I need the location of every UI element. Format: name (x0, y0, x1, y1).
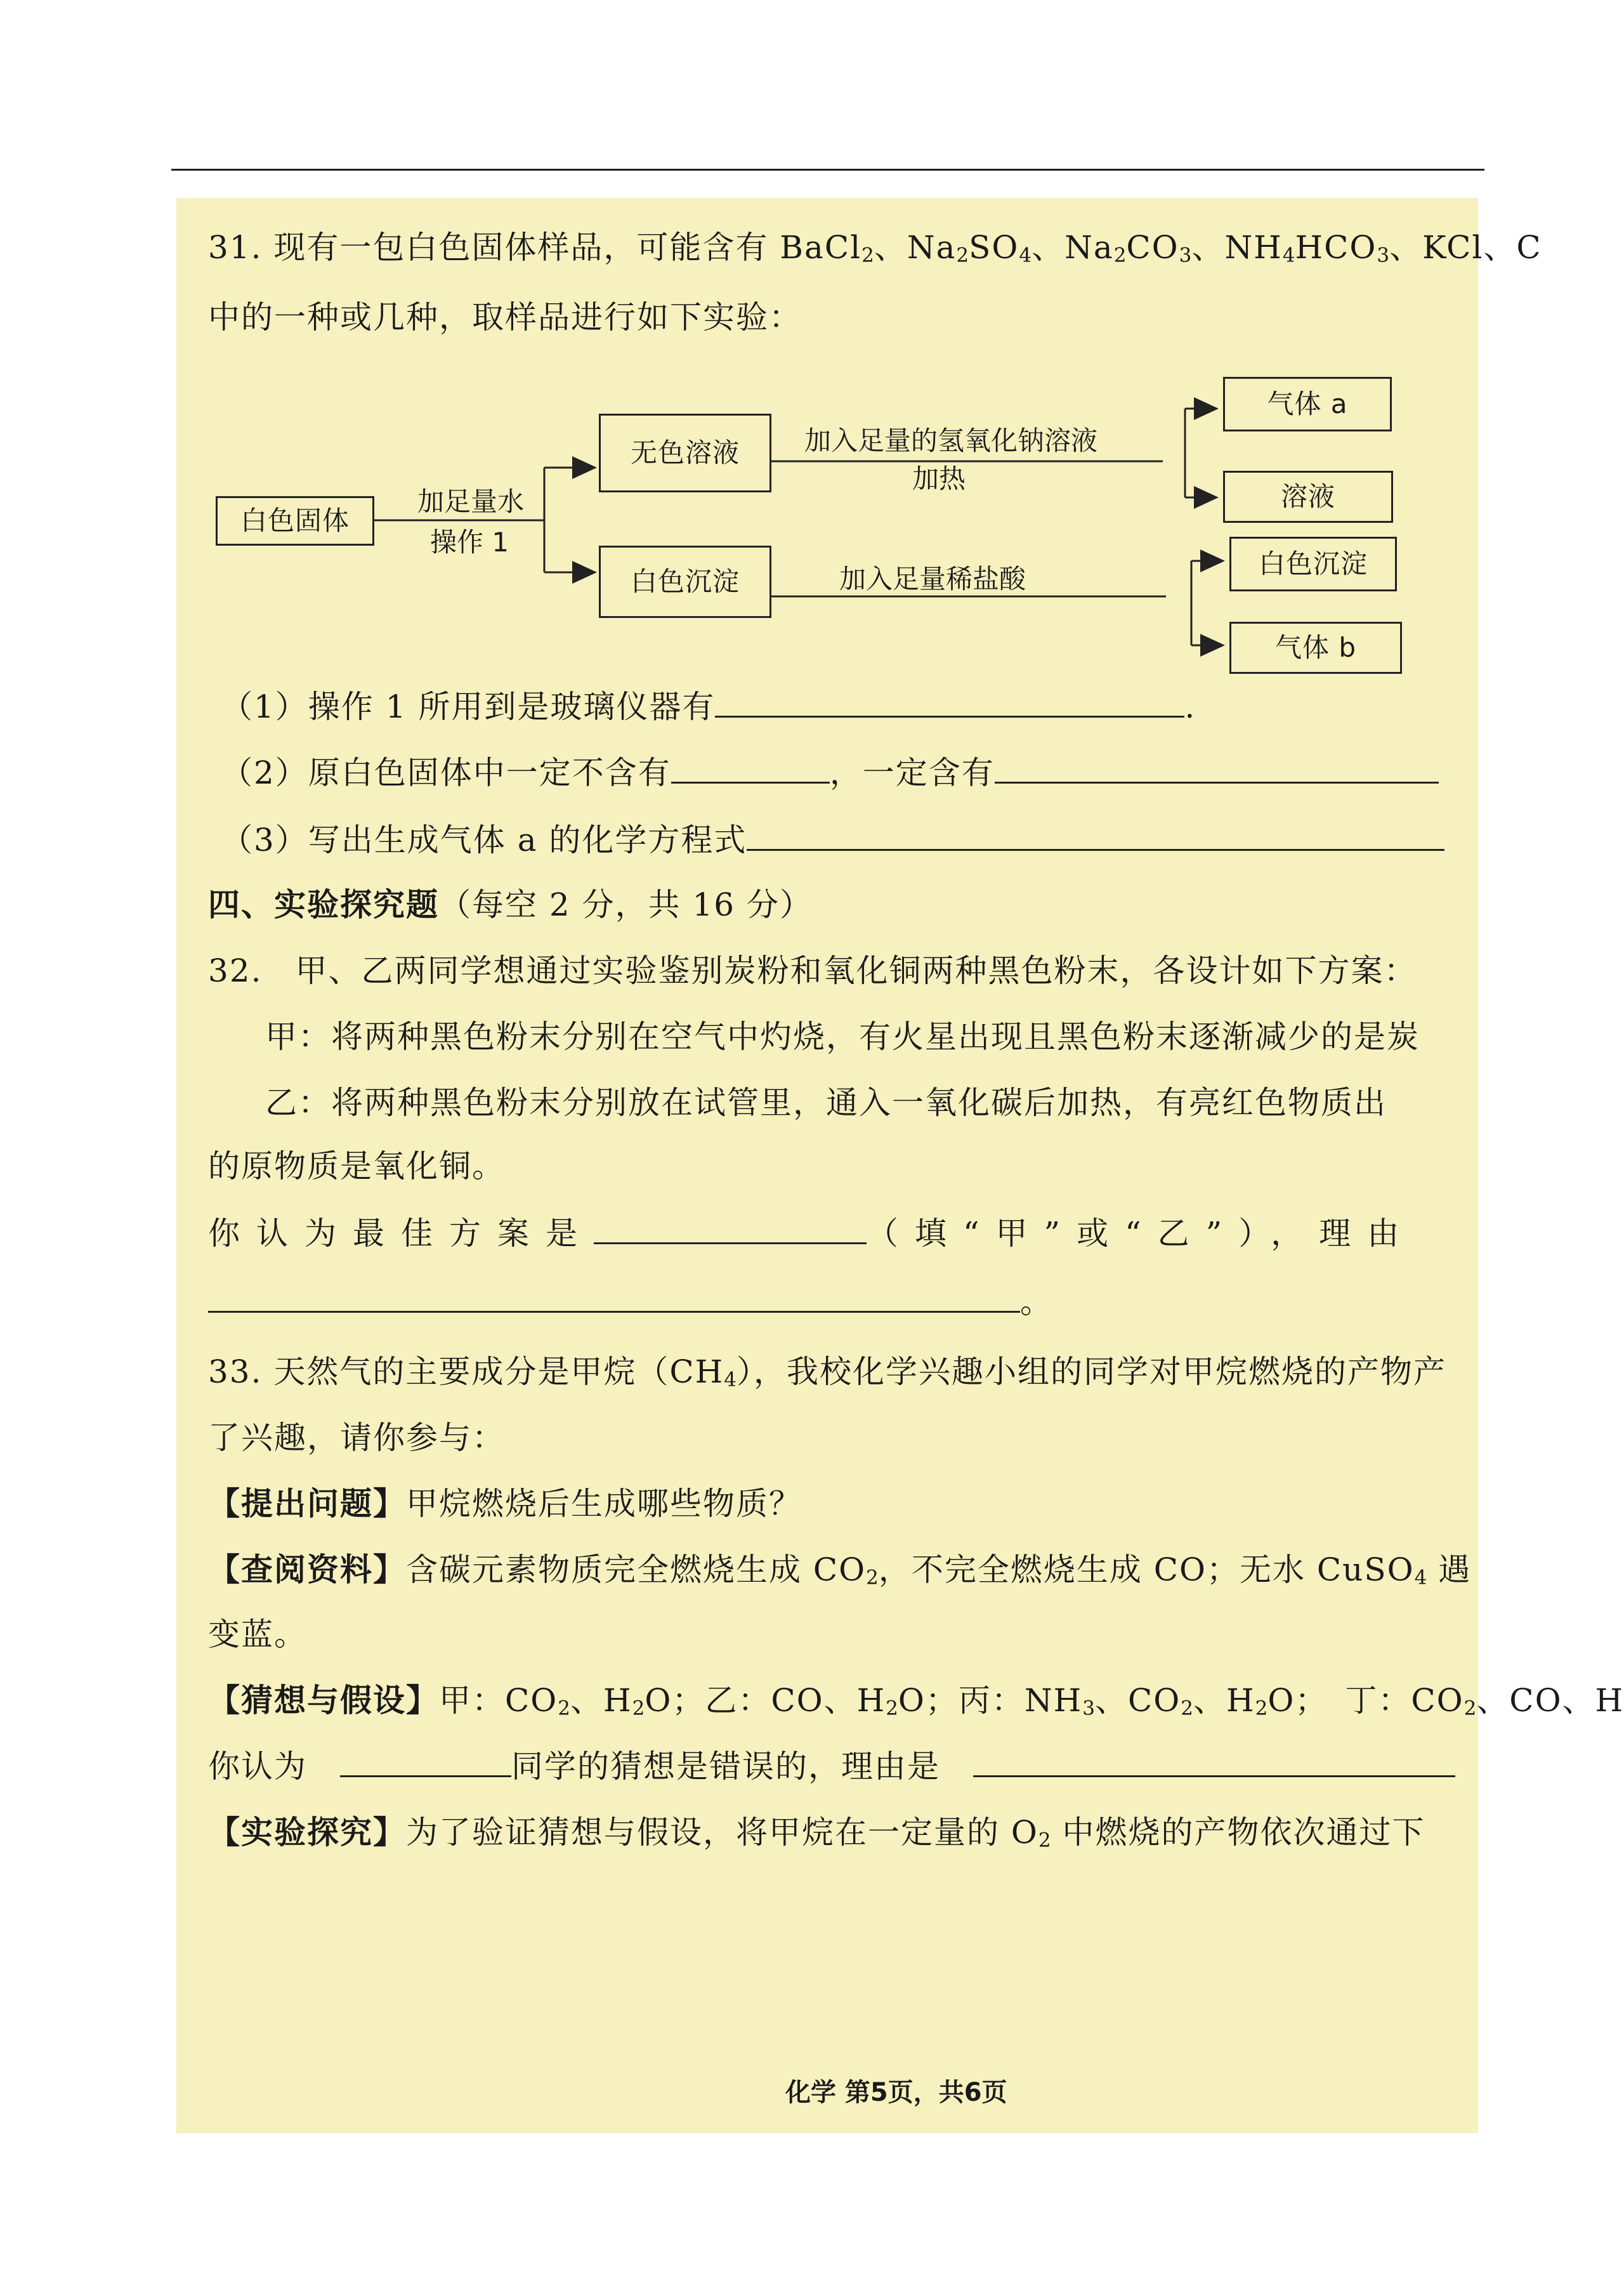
q32-line3: 乙：将两种黑色粉末分别放在试管里，通入一氧化碳后加热，有亮红色物质出 (265, 1084, 1387, 1121)
q32-line2: 甲：将两种黑色粉末分别在空气中灼烧，有火星出现且黑色粉末逐渐减少的是炭 (265, 1018, 1420, 1055)
flow-label-operation1: 操作 1 (430, 527, 509, 558)
flow-box-solution: 溶液 (1223, 471, 1393, 523)
answer-blank[interactable] (671, 753, 830, 784)
flow-label-heating: 加热 (912, 463, 966, 494)
exam-page (176, 198, 1624, 2133)
answer-blank[interactable] (208, 1282, 1020, 1313)
section4-heading: 四、实验探究题（每空 2 分，共 16 分） (208, 886, 813, 923)
q32-line1: 32. 甲、乙两同学想通过实验鉴别炭粉和氧化铜两种黑色粉末，各设计如下方案： (208, 952, 1417, 989)
flow-box-white-precipitate2: 白色沉淀 (1229, 537, 1397, 591)
flow-box-white-precipitate: 白色沉淀 (599, 546, 771, 618)
q33-info-line2: 变蓝。 (208, 1616, 307, 1653)
flow-label-add-naoh: 加入足量的氢氧化钠溶液 (804, 425, 1098, 456)
flow-label-add-water: 加足量水 (417, 486, 525, 517)
page-footer: 化学 第5页，共6页 (785, 2078, 1007, 2107)
answer-blank[interactable] (715, 687, 1184, 718)
q33-line1: 33. 天然气的主要成分是甲烷（CH4），我校化学兴趣小组的同学对甲烷燃烧的产物产 (208, 1353, 1447, 1391)
q31-sub2: （2）原白色固体中一定不含有 ，一定含有 (221, 753, 1439, 793)
flow-box-gas-a: 气体 a (1223, 377, 1392, 431)
top-rule (171, 169, 1484, 171)
q33-experiment: 【实验探究】为了验证猜想与假设，将甲烷在一定量的 O2 中燃烧的产物依次通过下 (208, 1813, 1425, 1852)
q31-sub3: （3）写出生成气体 a 的化学方程式 (221, 820, 1444, 860)
answer-blank[interactable] (995, 753, 1439, 784)
q31-line2: 中的一种或几种，取样品进行如下实验： (208, 299, 802, 336)
q33-think: 你认为 同学的猜想是错误的，理由是 (208, 1746, 1455, 1787)
q31-line1: 31. 现有一包白色固体样品，可能含有 BaCl2、Na2SO4、Na2CO3、NH4HCO3、KCl、C (208, 229, 1542, 267)
q33-hypothesis: 【猜想与假设】甲：CO2、H2O；乙：CO、H2O；丙：NH3、CO2、H2O； 丁：CO2、CO、H (208, 1681, 1624, 1720)
answer-blank[interactable] (594, 1213, 867, 1244)
flow-label-add-hcl: 加入足量稀盐酸 (839, 563, 1026, 595)
answer-blank[interactable] (747, 820, 1444, 851)
answer-blank[interactable] (973, 1746, 1455, 1777)
q33-line2: 了兴趣，请你参与： (208, 1419, 505, 1456)
q32-line5: 你认为最佳方案是 （填“甲”或“乙”），理由 (208, 1213, 1415, 1254)
q33-question: 【提出问题】甲烷燃烧后生成哪些物质？ (208, 1485, 802, 1522)
q32-line6: 。 (208, 1282, 1053, 1322)
answer-blank[interactable] (340, 1746, 511, 1777)
flow-box-gas-b: 气体 b (1229, 622, 1402, 674)
q32-line4: 的原物质是氧化铜。 (208, 1148, 505, 1185)
flow-box-white-solid: 白色固体 (216, 496, 374, 546)
flow-box-colorless-solution: 无色溶液 (599, 414, 771, 492)
q31-sub1: （1）操作 1 所用到是玻璃仪器有 . (221, 687, 1196, 727)
q33-info: 【查阅资料】含碳元素物质完全燃烧生成 CO2，不完全燃烧生成 CO；无水 CuSO4 遇 (208, 1551, 1472, 1589)
